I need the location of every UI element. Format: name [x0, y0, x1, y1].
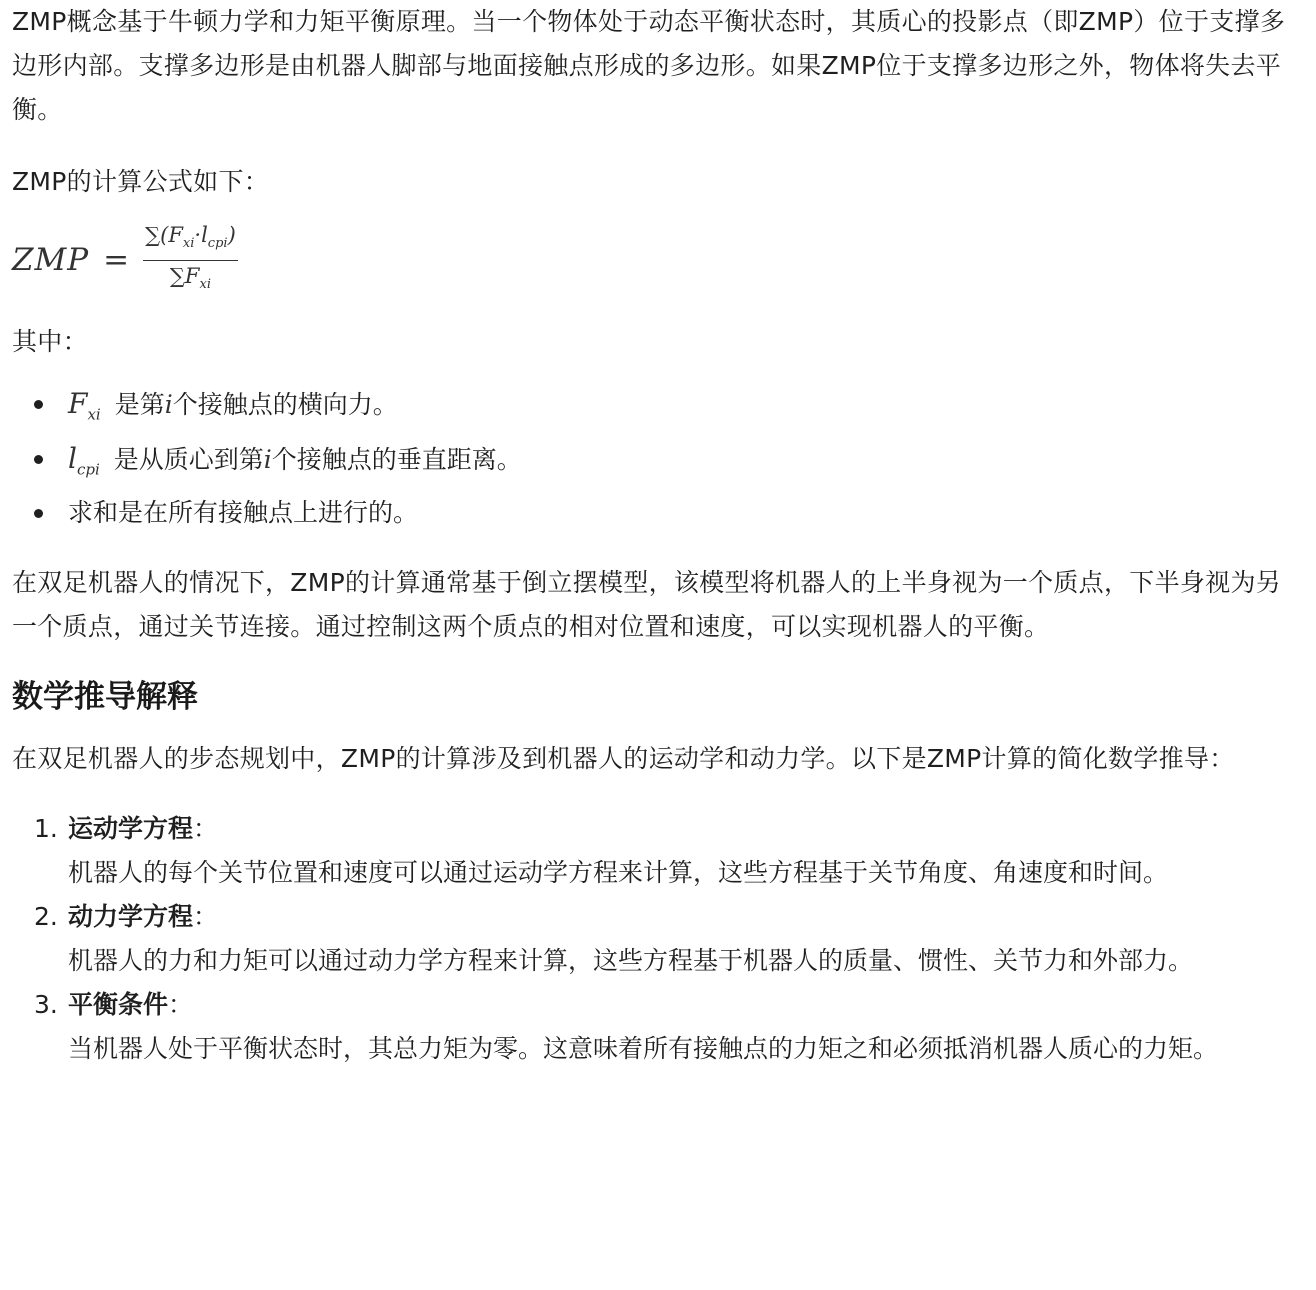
list-item — [34, 895, 1304, 983]
intro-paragraph: ZMP概念基于牛顿力学和力矩平衡原理。当一个物体处于动态平衡状态时，其质心的投影点（即ZMP）位于支撑多边形内部。支撑多边形是由机器人脚部与地面接触点形成的多边形。如果ZMP位于支撑多边形之外，物体将失去平衡。 — [12, 7, 1286, 124]
index-symbol: i — [164, 390, 173, 419]
formula-fraction — [143, 222, 238, 297]
list-item-text: 求和是在所有接触点上进行的。 — [68, 498, 419, 528]
denominator-force-sub: xi — [199, 276, 211, 292]
denominator-sigma: ∑ — [169, 263, 185, 288]
variable-list — [12, 382, 1304, 535]
step-colon: ： — [193, 902, 219, 932]
list-item-text: 是第 — [114, 390, 165, 419]
distance-symbol: $l_{cpi}$ — [68, 441, 100, 479]
list-item — [34, 983, 1304, 1071]
formula-numerator — [143, 222, 238, 260]
list-item — [68, 437, 1304, 492]
list-item — [34, 807, 1304, 895]
step-colon: ： — [193, 814, 219, 844]
step-number: 3. — [34, 990, 58, 1020]
derivation-steps — [12, 807, 1304, 1071]
force-symbol: $F_{xi}$ — [68, 387, 101, 424]
derivation-intro: 在双足机器人的步态规划中，ZMP的计算涉及到机器人的运动学和动力学。以下是ZMP计算的简化数学推导： — [12, 744, 1235, 774]
denominator-force: F — [184, 263, 200, 288]
numerator-close: ) — [227, 223, 236, 248]
step-number: 1. — [34, 814, 58, 844]
numerator-distance: l — [201, 223, 208, 248]
biped-paragraph: 在双足机器人的情况下，ZMP的计算通常基于倒立摆模型，该模型将机器人的上半身视为一个质点，下半身视为另一个质点，通过关节连接。通过控制这两个质点的相对位置和速度，可以实现机器人的平衡。 — [12, 568, 1282, 642]
numerator-dot: · — [194, 223, 202, 248]
step-title: 动力学方程 — [68, 902, 194, 932]
index-symbol: i — [263, 444, 272, 474]
list-item-text: 是从质心到第 — [113, 444, 264, 474]
numerator-force: F — [168, 223, 183, 248]
numerator-force-sub: xi — [182, 236, 195, 252]
list-item-text: 个接触点的横向力。 — [172, 390, 398, 419]
list-item — [68, 491, 1304, 535]
section-heading: 数学推导解释 — [12, 679, 198, 716]
formula-lhs: ZMP — [12, 242, 90, 278]
formula-intro: ZMP的计算公式如下： — [12, 167, 270, 196]
where-label: 其中： — [12, 327, 88, 356]
zmp-formula — [12, 222, 1304, 298]
formula-equals: = — [103, 242, 130, 278]
step-description: 机器人的力和力矩可以通过动力学方程来计算，这些方程基于机器人的质量、惯性、关节力和外部力。 — [68, 946, 1194, 976]
step-title: 平衡条件 — [68, 990, 169, 1020]
step-description: 机器人的每个关节位置和速度可以通过运动学方程来计算，这些方程基于关节角度、角速度和时间。 — [68, 858, 1169, 888]
numerator-sigma: ∑( — [145, 223, 169, 248]
step-description: 当机器人处于平衡状态时，其总力矩为零。这意味着所有接触点的力矩之和必须抵消机器人质心的力矩。 — [68, 1034, 1219, 1064]
step-title: 运动学方程 — [68, 814, 194, 844]
formula-denominator — [170, 261, 211, 298]
list-item — [68, 382, 1304, 437]
list-item-text: 个接触点的垂直距离。 — [271, 444, 522, 474]
step-colon: ： — [168, 990, 194, 1020]
numerator-distance-sub: cpi — [207, 236, 228, 252]
step-number: 2. — [34, 902, 58, 932]
